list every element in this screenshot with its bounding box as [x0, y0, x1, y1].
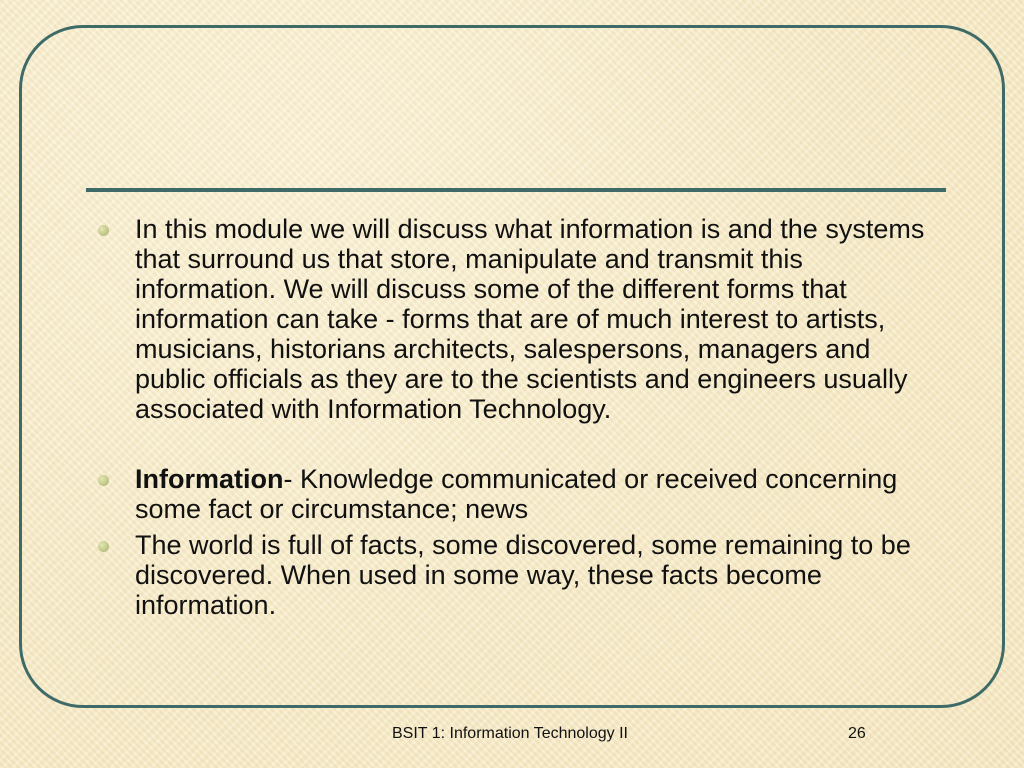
bullet-text: The world is full of facts, some discovered, some remaining to be discovered. When used in some way, these facts become information.: [135, 530, 911, 620]
bullet-term: Information: [135, 464, 284, 494]
bullet-item-facts: [96, 530, 946, 620]
bullet-dot-icon: [98, 225, 109, 236]
bullet-item-module-overview: [96, 214, 946, 424]
bullet-list: [96, 214, 946, 620]
bullet-text: - Knowledge communicated or received concerning some fact or circumstance; news: [135, 464, 898, 524]
bullet-item-information-definition: [96, 464, 946, 524]
footer-course-title: BSIT 1: Information Technology II: [392, 725, 628, 742]
title-divider: [86, 188, 946, 192]
slide-number: 26: [848, 725, 866, 742]
bullet-dot-icon: [98, 475, 109, 486]
bullet-text: In this module we will discuss what information is and the systems that surround us that store, manipulate and transmit this information. We will discuss some of the different forms that information can take - forms that are of much interest to artists, musicians, historians architects, salespersons, managers and public officials as they are to the scientists and engineers usually associated with Information Technology.: [135, 214, 925, 424]
bullet-dot-icon: [98, 541, 109, 552]
